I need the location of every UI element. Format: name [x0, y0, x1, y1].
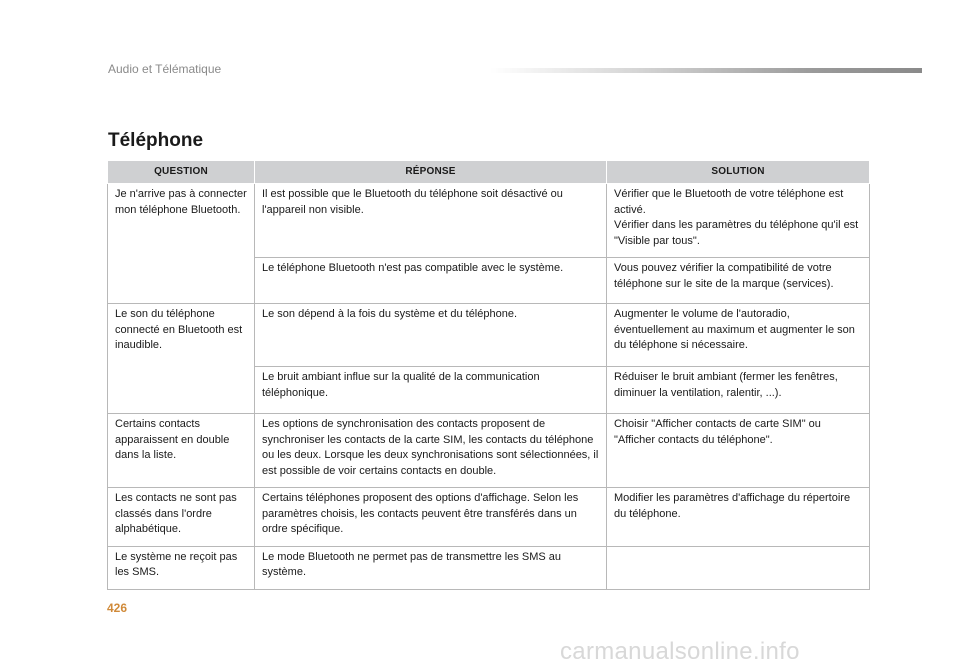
table-row — [108, 414, 870, 488]
solution-cell: Modifier les paramètres d'affichage du répertoire du téléphone. — [607, 488, 870, 547]
question-cell: Les contacts ne sont pas classés dans l'ordre alphabétique. — [108, 488, 255, 547]
question-cell: Le système ne reçoit pas les SMS. — [108, 546, 255, 589]
troubleshooting-table — [107, 160, 870, 590]
answer-cell: Le son dépend à la fois du système et du téléphone. — [255, 304, 607, 367]
answer-cell: Le téléphone Bluetooth n'est pas compatible avec le système. — [255, 258, 607, 304]
answer-cell: Certains téléphones proposent des options d'affichage. Selon les paramètres choisis, les contacts peuvent être transférés dans un ordre spécifique. — [255, 488, 607, 547]
question-cell: Je n'arrive pas à connecter mon téléphone Bluetooth. — [108, 184, 255, 304]
table-row — [108, 304, 870, 367]
answer-cell: Le bruit ambiant influe sur la qualité de la communication téléphonique. — [255, 367, 607, 414]
section-label: Audio et Télématique — [108, 62, 222, 76]
question-cell: Certains contacts apparaissent en double dans la liste. — [108, 414, 255, 488]
table-row — [108, 546, 870, 589]
page-number: 426 — [107, 601, 128, 615]
table-row — [108, 488, 870, 547]
table-row — [108, 184, 870, 258]
solution-cell: Choisir "Afficher contacts de carte SIM" ou "Afficher contacts du téléphone". — [607, 414, 870, 488]
solution-cell: Vous pouvez vérifier la compatibilité de votre téléphone sur le site de la marque (services). — [607, 258, 870, 304]
column-header-solution: SOLUTION — [607, 161, 870, 184]
solution-cell: Augmenter le volume de l'autoradio, éventuellement au maximum et augmenter le son du téléphone si nécessaire. — [607, 304, 870, 367]
column-header-answer: RÉPONSE — [255, 161, 607, 184]
header-decorative-bar — [490, 68, 922, 73]
answer-cell: Les options de synchronisation des contacts proposent de synchroniser les contacts de la carte SIM, les contacts du téléphone ou les deux. Lorsque les deux synchronisations sont sélectionnées, il est possible de voir certains contacts en double. — [255, 414, 607, 488]
column-header-question: QUESTION — [108, 161, 255, 184]
page-title: Téléphone — [108, 130, 204, 151]
watermark: carmanualsonline.info — [560, 638, 800, 665]
question-cell: Le son du téléphone connecté en Bluetooth est inaudible. — [108, 304, 255, 414]
solution-cell: Vérifier que le Bluetooth de votre téléphone est activé. Vérifier dans les paramètres du téléphone qu'il est "Visible par tous". — [607, 184, 870, 258]
table-header-row — [108, 161, 870, 184]
answer-cell: Il est possible que le Bluetooth du téléphone soit désactivé ou l'appareil non visible. — [255, 184, 607, 258]
solution-cell: Réduiser le bruit ambiant (fermer les fenêtres, diminuer la ventilation, ralentir, ...). — [607, 367, 870, 414]
answer-cell: Le mode Bluetooth ne permet pas de transmettre les SMS au système. — [255, 546, 607, 589]
solution-cell — [607, 546, 870, 589]
